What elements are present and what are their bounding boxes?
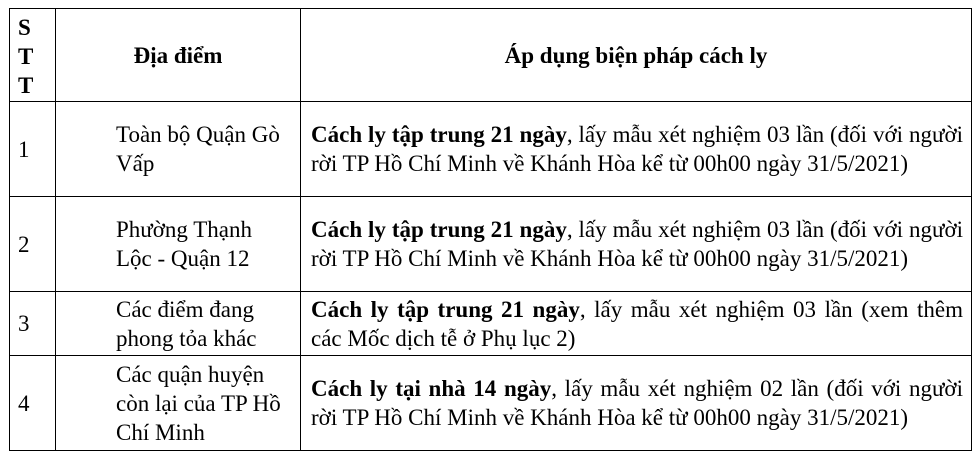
row-measure-rest: , lấy mẫu xét nghiệm 03 lần (xem thêm các Mốc dịch tễ ở Phụ lục 2) (311, 296, 963, 351)
row-number: 3 (10, 292, 56, 356)
row-measure-bold: Cách ly tại nhà 14 ngày (311, 376, 552, 401)
row-measure-bold: Cách ly tập trung 21 ngày (311, 122, 567, 147)
row-measure-rest: , lấy mẫu xét nghiệm 03 lần (đối với người rời TP Hồ Chí Minh về Khánh Hòa kể từ 00h00 ngày 31/5/2021) (311, 217, 963, 271)
row-measure-rest: , lấy mẫu xét nghiệm 03 lần (đối với người rời TP Hồ Chí Minh về Khánh Hòa kể từ 00h00 ngày 31/5/2021) (311, 122, 963, 176)
header-location: Địa điểm (56, 9, 301, 102)
row-measure-rest: , lấy mẫu xét nghiệm 02 lần (đối với người rời TP Hồ Chí Minh về Khánh Hòa kể từ 00h00 ngày 31/5/2021) (311, 376, 963, 430)
row-number: 2 (10, 197, 56, 292)
header-stt-letter: S (18, 14, 31, 40)
header-stt-letter: T (18, 43, 34, 69)
header-stt (10, 9, 56, 102)
table-row (10, 102, 972, 197)
row-number: 1 (10, 102, 56, 197)
row-number: 4 (10, 356, 56, 451)
header-measure: Áp dụng biện pháp cách ly (301, 9, 972, 102)
row-location-text: Phường Thạnh Lộc - Quận 12 (116, 217, 253, 271)
row-location-text: Các điểm đang phong tỏa khác (116, 296, 257, 351)
row-location-text: Các quận huyện còn lại của TP Hồ Chí Minh (116, 361, 281, 445)
row-measure-bold: Cách ly tập trung 21 ngày (311, 217, 567, 242)
header-stt-letter: T (18, 72, 34, 98)
row-location-text: Toàn bộ Quận Gò Vấp (116, 122, 280, 176)
row-measure (301, 102, 972, 197)
table-row (10, 292, 972, 356)
row-location (56, 102, 301, 197)
table-row (10, 197, 972, 292)
row-measure (301, 356, 972, 451)
table-row (10, 356, 972, 451)
quarantine-measures-table (9, 8, 972, 451)
row-location (56, 356, 301, 451)
table-header-row (10, 9, 972, 102)
row-measure (301, 197, 972, 292)
row-location (56, 292, 301, 356)
row-measure (301, 292, 972, 356)
row-location (56, 197, 301, 292)
row-measure-bold: Cách ly tập trung 21 ngày (311, 296, 580, 322)
